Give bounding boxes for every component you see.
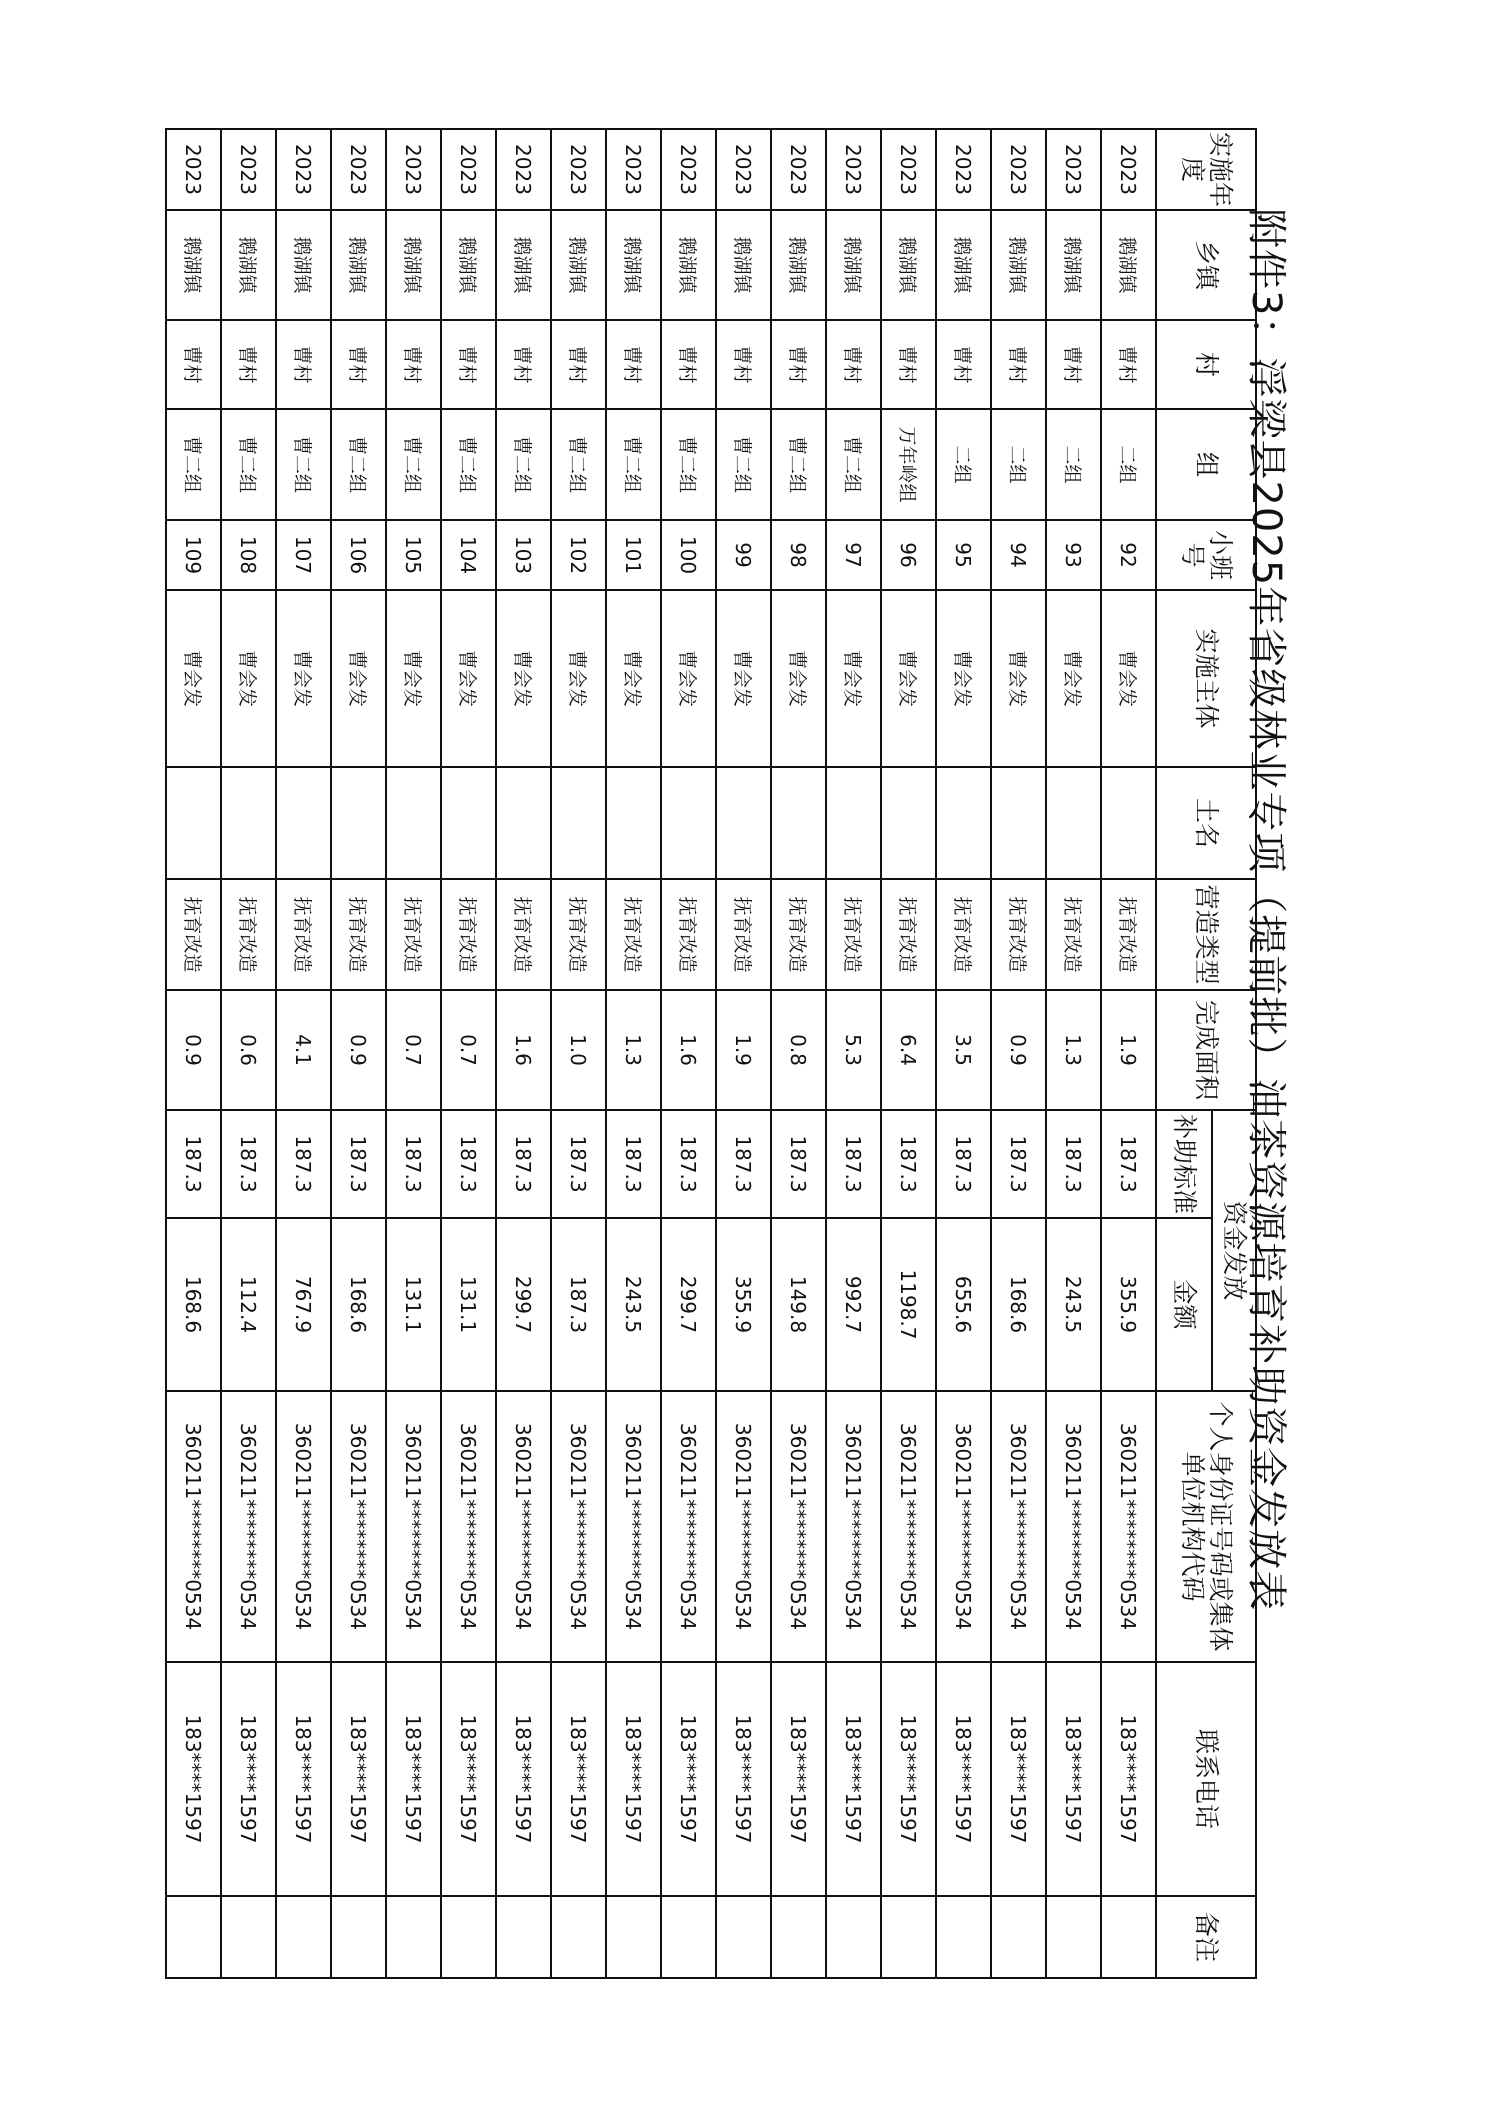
cell-type: 抚育改造 [826, 879, 881, 990]
cell-year: 2023 [551, 129, 606, 210]
table-row [661, 129, 716, 1978]
cell-village: 曹村 [936, 320, 991, 409]
cell-entity: 曹会发 [881, 590, 936, 767]
table-row [166, 129, 221, 1978]
cell-standard: 187.3 [991, 1110, 1046, 1218]
cell-entity: 曹会发 [276, 590, 331, 767]
cell-standard: 187.3 [441, 1110, 496, 1218]
header-id: 个人身份证号码或集体单位机构代码 [1156, 1391, 1256, 1662]
cell-place [661, 767, 716, 879]
cell-year: 2023 [331, 129, 386, 210]
cell-entity: 曹会发 [1101, 590, 1156, 767]
cell-amount: 168.6 [166, 1218, 221, 1391]
cell-type: 抚育改造 [991, 879, 1046, 990]
cell-phone: 183****1597 [771, 1662, 826, 1896]
cell-phone: 183****1597 [221, 1662, 276, 1896]
table-row [551, 129, 606, 1978]
cell-amount: 112.4 [221, 1218, 276, 1391]
cell-remark [221, 1896, 276, 1978]
cell-standard: 187.3 [386, 1110, 441, 1218]
cell-id: 360211********0534 [661, 1391, 716, 1662]
cell-type: 抚育改造 [771, 879, 826, 990]
cell-amount: 168.6 [331, 1218, 386, 1391]
cell-standard: 187.3 [331, 1110, 386, 1218]
cell-amount: 243.5 [606, 1218, 661, 1391]
cell-village: 曹村 [716, 320, 771, 409]
cell-plot: 102 [551, 520, 606, 590]
table-row [386, 129, 441, 1978]
cell-plot: 95 [936, 520, 991, 590]
cell-group: 二组 [1046, 409, 1101, 520]
cell-standard: 187.3 [166, 1110, 221, 1218]
cell-phone: 183****1597 [936, 1662, 991, 1896]
document-title: 附件3：浮梁县2025年省级林业专项（提前批）油茶资源培育补助资金发放表 [1243, 208, 1289, 1612]
cell-remark [1101, 1896, 1156, 1978]
cell-standard: 187.3 [1101, 1110, 1156, 1218]
cell-area: 1.9 [1101, 990, 1156, 1110]
cell-remark [166, 1896, 221, 1978]
cell-standard: 187.3 [276, 1110, 331, 1218]
cell-village: 曹村 [771, 320, 826, 409]
cell-entity: 曹会发 [936, 590, 991, 767]
cell-area: 1.3 [606, 990, 661, 1110]
cell-place [166, 767, 221, 879]
cell-phone: 183****1597 [1046, 1662, 1101, 1896]
cell-village: 曹村 [826, 320, 881, 409]
cell-town: 鹅湖镇 [551, 210, 606, 320]
cell-year: 2023 [826, 129, 881, 210]
cell-group: 曹二组 [496, 409, 551, 520]
cell-village: 曹村 [661, 320, 716, 409]
cell-standard: 187.3 [1046, 1110, 1101, 1218]
cell-town: 鹅湖镇 [276, 210, 331, 320]
table-row [1046, 129, 1101, 1978]
header-town: 乡镇 [1156, 210, 1256, 320]
cell-plot: 96 [881, 520, 936, 590]
cell-remark [386, 1896, 441, 1978]
cell-group: 二组 [936, 409, 991, 520]
cell-remark [661, 1896, 716, 1978]
cell-town: 鹅湖镇 [936, 210, 991, 320]
cell-remark [606, 1896, 661, 1978]
cell-plot: 100 [661, 520, 716, 590]
cell-standard: 187.3 [496, 1110, 551, 1218]
cell-id: 360211********0534 [166, 1391, 221, 1662]
table-row [771, 129, 826, 1978]
header-year: 实施年度 [1156, 129, 1256, 210]
cell-id: 360211********0534 [991, 1391, 1046, 1662]
cell-phone: 183****1597 [276, 1662, 331, 1896]
cell-area: 0.6 [221, 990, 276, 1110]
cell-village: 曹村 [606, 320, 661, 409]
cell-year: 2023 [1046, 129, 1101, 210]
cell-place [881, 767, 936, 879]
header-phone: 联系电话 [1156, 1662, 1256, 1896]
cell-id: 360211********0534 [551, 1391, 606, 1662]
cell-phone: 183****1597 [441, 1662, 496, 1896]
table-row [606, 129, 661, 1978]
cell-area: 1.3 [1046, 990, 1101, 1110]
header-amount: 金额 [1156, 1218, 1212, 1391]
table-row [441, 129, 496, 1978]
cell-area: 0.9 [991, 990, 1046, 1110]
cell-type: 抚育改造 [606, 879, 661, 990]
cell-group: 二组 [1101, 409, 1156, 520]
cell-place [771, 767, 826, 879]
cell-village: 曹村 [386, 320, 441, 409]
table-row [1101, 129, 1156, 1978]
cell-place [331, 767, 386, 879]
cell-phone: 183****1597 [826, 1662, 881, 1896]
cell-place [1046, 767, 1101, 879]
cell-place [991, 767, 1046, 879]
cell-phone: 183****1597 [881, 1662, 936, 1896]
cell-year: 2023 [881, 129, 936, 210]
cell-village: 曹村 [441, 320, 496, 409]
cell-area: 1.9 [716, 990, 771, 1110]
cell-village: 曹村 [331, 320, 386, 409]
cell-plot: 94 [991, 520, 1046, 590]
cell-entity: 曹会发 [661, 590, 716, 767]
cell-amount: 243.5 [1046, 1218, 1101, 1391]
cell-remark [716, 1896, 771, 1978]
cell-area: 1.6 [496, 990, 551, 1110]
cell-entity: 曹会发 [826, 590, 881, 767]
cell-remark [551, 1896, 606, 1978]
cell-area: 0.9 [166, 990, 221, 1110]
cell-group: 曹二组 [551, 409, 606, 520]
cell-village: 曹村 [166, 320, 221, 409]
cell-area: 1.6 [661, 990, 716, 1110]
cell-group: 曹二组 [166, 409, 221, 520]
cell-phone: 183****1597 [606, 1662, 661, 1896]
cell-year: 2023 [386, 129, 441, 210]
cell-entity: 曹会发 [331, 590, 386, 767]
cell-entity: 曹会发 [386, 590, 441, 767]
cell-entity: 曹会发 [991, 590, 1046, 767]
header-remark: 备注 [1156, 1896, 1256, 1978]
cell-plot: 107 [276, 520, 331, 590]
table-row [881, 129, 936, 1978]
cell-type: 抚育改造 [716, 879, 771, 990]
cell-entity: 曹会发 [496, 590, 551, 767]
cell-town: 鹅湖镇 [166, 210, 221, 320]
cell-year: 2023 [221, 129, 276, 210]
table-row [221, 129, 276, 1978]
cell-id: 360211********0534 [221, 1391, 276, 1662]
cell-group: 曹二组 [716, 409, 771, 520]
cell-area: 1.0 [551, 990, 606, 1110]
cell-area: 0.7 [441, 990, 496, 1110]
cell-amount: 767.9 [276, 1218, 331, 1391]
cell-id: 360211********0534 [1101, 1391, 1156, 1662]
cell-type: 抚育改造 [496, 879, 551, 990]
header-standard: 补助标准 [1156, 1110, 1212, 1218]
cell-standard: 187.3 [221, 1110, 276, 1218]
cell-place [386, 767, 441, 879]
cell-phone: 183****1597 [386, 1662, 441, 1896]
cell-remark [826, 1896, 881, 1978]
table-row [496, 129, 551, 1978]
cell-plot: 97 [826, 520, 881, 590]
table-row [331, 129, 386, 1978]
cell-amount: 187.3 [551, 1218, 606, 1391]
cell-standard: 187.3 [771, 1110, 826, 1218]
cell-phone: 183****1597 [551, 1662, 606, 1896]
cell-year: 2023 [606, 129, 661, 210]
header-plot: 小班号 [1156, 520, 1256, 590]
table-row [991, 129, 1046, 1978]
cell-id: 360211********0534 [1046, 1391, 1101, 1662]
cell-type: 抚育改造 [881, 879, 936, 990]
cell-town: 鹅湖镇 [826, 210, 881, 320]
cell-year: 2023 [716, 129, 771, 210]
cell-type: 抚育改造 [551, 879, 606, 990]
cell-town: 鹅湖镇 [661, 210, 716, 320]
cell-id: 360211********0534 [771, 1391, 826, 1662]
cell-type: 抚育改造 [221, 879, 276, 990]
cell-phone: 183****1597 [1101, 1662, 1156, 1896]
cell-id: 360211********0534 [716, 1391, 771, 1662]
cell-village: 曹村 [1101, 320, 1156, 409]
cell-place [716, 767, 771, 879]
cell-area: 5.3 [826, 990, 881, 1110]
cell-amount: 131.1 [386, 1218, 441, 1391]
header-group: 组 [1156, 409, 1256, 520]
cell-plot: 109 [166, 520, 221, 590]
cell-remark [331, 1896, 386, 1978]
cell-group: 万年岭组 [881, 409, 936, 520]
cell-group: 曹二组 [276, 409, 331, 520]
cell-remark [771, 1896, 826, 1978]
header-entity: 实施主体 [1156, 590, 1256, 767]
cell-type: 抚育改造 [661, 879, 716, 990]
cell-group: 曹二组 [221, 409, 276, 520]
cell-group: 曹二组 [661, 409, 716, 520]
cell-village: 曹村 [551, 320, 606, 409]
cell-year: 2023 [936, 129, 991, 210]
cell-area: 0.7 [386, 990, 441, 1110]
cell-place [551, 767, 606, 879]
header-village: 村 [1156, 320, 1256, 409]
cell-type: 抚育改造 [331, 879, 386, 990]
cell-remark [441, 1896, 496, 1978]
cell-standard: 187.3 [881, 1110, 936, 1218]
table-row [716, 129, 771, 1978]
cell-year: 2023 [276, 129, 331, 210]
cell-amount: 168.6 [991, 1218, 1046, 1391]
cell-town: 鹅湖镇 [496, 210, 551, 320]
cell-standard: 187.3 [936, 1110, 991, 1218]
cell-group: 二组 [991, 409, 1046, 520]
cell-area: 0.9 [331, 990, 386, 1110]
cell-type: 抚育改造 [166, 879, 221, 990]
cell-type: 抚育改造 [936, 879, 991, 990]
cell-town: 鹅湖镇 [386, 210, 441, 320]
cell-amount: 149.8 [771, 1218, 826, 1391]
cell-standard: 187.3 [826, 1110, 881, 1218]
cell-town: 鹅湖镇 [331, 210, 386, 320]
table-body [166, 129, 1156, 1978]
subsidy-table [165, 128, 1257, 1979]
cell-place [441, 767, 496, 879]
cell-village: 曹村 [1046, 320, 1101, 409]
cell-place [1101, 767, 1156, 879]
cell-plot: 101 [606, 520, 661, 590]
cell-amount: 299.7 [661, 1218, 716, 1391]
cell-year: 2023 [441, 129, 496, 210]
cell-entity: 曹会发 [441, 590, 496, 767]
cell-village: 曹村 [991, 320, 1046, 409]
cell-remark [936, 1896, 991, 1978]
cell-entity: 曹会发 [551, 590, 606, 767]
cell-id: 360211********0534 [881, 1391, 936, 1662]
cell-area: 3.5 [936, 990, 991, 1110]
cell-plot: 104 [441, 520, 496, 590]
cell-phone: 183****1597 [166, 1662, 221, 1896]
cell-year: 2023 [661, 129, 716, 210]
cell-group: 曹二组 [771, 409, 826, 520]
cell-place [496, 767, 551, 879]
cell-entity: 曹会发 [1046, 590, 1101, 767]
cell-place [276, 767, 331, 879]
cell-plot: 105 [386, 520, 441, 590]
cell-entity: 曹会发 [166, 590, 221, 767]
cell-amount: 992.7 [826, 1218, 881, 1391]
cell-phone: 183****1597 [991, 1662, 1046, 1896]
cell-place [936, 767, 991, 879]
cell-remark [276, 1896, 331, 1978]
cell-plot: 92 [1101, 520, 1156, 590]
table-row [276, 129, 331, 1978]
cell-group: 曹二组 [826, 409, 881, 520]
cell-plot: 99 [716, 520, 771, 590]
table-row [936, 129, 991, 1978]
cell-id: 360211********0534 [441, 1391, 496, 1662]
header-type: 营造类型 [1156, 879, 1256, 990]
cell-id: 360211********0534 [276, 1391, 331, 1662]
cell-remark [881, 1896, 936, 1978]
cell-town: 鹅湖镇 [881, 210, 936, 320]
cell-town: 鹅湖镇 [441, 210, 496, 320]
cell-id: 360211********0534 [936, 1391, 991, 1662]
cell-plot: 108 [221, 520, 276, 590]
cell-id: 360211********0534 [606, 1391, 661, 1662]
cell-town: 鹅湖镇 [1046, 210, 1101, 320]
cell-id: 360211********0534 [331, 1391, 386, 1662]
cell-phone: 183****1597 [716, 1662, 771, 1896]
cell-entity: 曹会发 [606, 590, 661, 767]
cell-year: 2023 [496, 129, 551, 210]
cell-amount: 299.7 [496, 1218, 551, 1391]
cell-town: 鹅湖镇 [716, 210, 771, 320]
cell-remark [991, 1896, 1046, 1978]
cell-year: 2023 [1101, 129, 1156, 210]
cell-plot: 93 [1046, 520, 1101, 590]
cell-amount: 355.9 [716, 1218, 771, 1391]
cell-group: 曹二组 [331, 409, 386, 520]
cell-id: 360211********0534 [496, 1391, 551, 1662]
cell-standard: 187.3 [661, 1110, 716, 1218]
header-place: 土名 [1156, 767, 1256, 879]
cell-standard: 187.3 [606, 1110, 661, 1218]
cell-type: 抚育改造 [1101, 879, 1156, 990]
cell-plot: 106 [331, 520, 386, 590]
cell-remark [496, 1896, 551, 1978]
cell-amount: 655.6 [936, 1218, 991, 1391]
cell-group: 曹二组 [386, 409, 441, 520]
cell-area: 4.1 [276, 990, 331, 1110]
cell-town: 鹅湖镇 [606, 210, 661, 320]
cell-village: 曹村 [276, 320, 331, 409]
cell-village: 曹村 [221, 320, 276, 409]
cell-area: 6.4 [881, 990, 936, 1110]
cell-year: 2023 [166, 129, 221, 210]
cell-phone: 183****1597 [331, 1662, 386, 1896]
header-funds: 资金发放 [1212, 1110, 1256, 1391]
cell-area: 0.8 [771, 990, 826, 1110]
cell-town: 鹅湖镇 [771, 210, 826, 320]
cell-town: 鹅湖镇 [1101, 210, 1156, 320]
cell-place [221, 767, 276, 879]
cell-town: 鹅湖镇 [221, 210, 276, 320]
cell-type: 抚育改造 [386, 879, 441, 990]
cell-phone: 183****1597 [661, 1662, 716, 1896]
cell-group: 曹二组 [441, 409, 496, 520]
table-row [826, 129, 881, 1978]
cell-town: 鹅湖镇 [991, 210, 1046, 320]
cell-amount: 1198.7 [881, 1218, 936, 1391]
cell-type: 抚育改造 [1046, 879, 1101, 990]
cell-entity: 曹会发 [771, 590, 826, 767]
cell-group: 曹二组 [606, 409, 661, 520]
cell-village: 曹村 [496, 320, 551, 409]
cell-amount: 131.1 [441, 1218, 496, 1391]
cell-remark [1046, 1896, 1101, 1978]
cell-place [826, 767, 881, 879]
cell-plot: 103 [496, 520, 551, 590]
cell-village: 曹村 [881, 320, 936, 409]
cell-standard: 187.3 [551, 1110, 606, 1218]
cell-type: 抚育改造 [441, 879, 496, 990]
cell-phone: 183****1597 [496, 1662, 551, 1896]
cell-id: 360211********0534 [826, 1391, 881, 1662]
cell-entity: 曹会发 [221, 590, 276, 767]
cell-standard: 187.3 [716, 1110, 771, 1218]
cell-place [606, 767, 661, 879]
cell-year: 2023 [991, 129, 1046, 210]
cell-amount: 355.9 [1101, 1218, 1156, 1391]
cell-id: 360211********0534 [386, 1391, 441, 1662]
cell-entity: 曹会发 [716, 590, 771, 767]
cell-type: 抚育改造 [276, 879, 331, 990]
cell-year: 2023 [771, 129, 826, 210]
header-area: 完成面积 [1156, 990, 1256, 1110]
cell-plot: 98 [771, 520, 826, 590]
